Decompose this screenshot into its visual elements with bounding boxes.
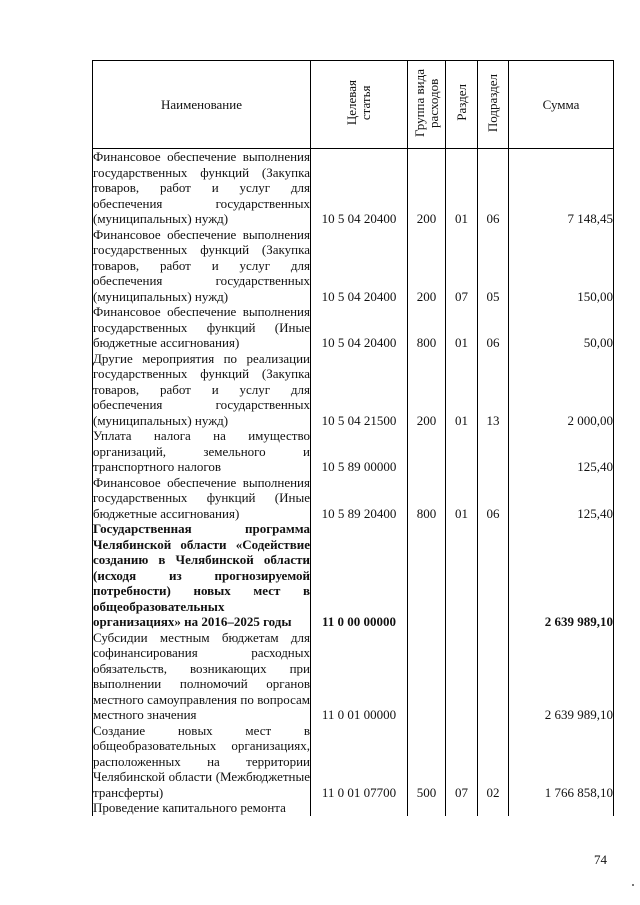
table-row — [93, 475, 614, 522]
row-sum: 2 639 989,10 — [509, 630, 614, 723]
row-sum: 125,40 — [509, 428, 614, 475]
scan-mark — [632, 884, 634, 886]
header-name: Наименование — [93, 61, 311, 149]
row-sum: 125,40 — [509, 475, 614, 522]
table-row — [93, 630, 614, 723]
row-subsection — [478, 521, 509, 630]
row-expense-group: 500 — [408, 723, 446, 801]
row-section — [446, 521, 478, 630]
row-expense-group: 200 — [408, 149, 446, 227]
row-expense-group: 800 — [408, 304, 446, 351]
table-row — [93, 304, 614, 351]
header-target-label: Целевая статья — [344, 80, 373, 126]
row-target-article: 10 5 04 20400 — [311, 227, 408, 305]
table-row — [93, 800, 614, 816]
row-name: Финансовое обеспечение выполнения государственных функций (Закупка товаров, работ и услуг для обеспечения государственных (муниципальных) нужд) — [93, 149, 310, 226]
row-name: Уплата налога на имущество организаций, земельного и транспортного налогов — [93, 428, 310, 474]
row-subsection: 05 — [478, 227, 509, 305]
header-target-article — [311, 61, 408, 149]
row-subsection: 06 — [478, 304, 509, 351]
row-sum: 2 000,00 — [509, 351, 614, 429]
row-sum: 1 766 858,10 — [509, 723, 614, 801]
row-subsection: 06 — [478, 475, 509, 522]
row-section: 01 — [446, 351, 478, 429]
row-section: 07 — [446, 723, 478, 801]
row-expense-group — [408, 428, 446, 475]
table-row — [93, 428, 614, 475]
header-group-label: Группа вида расходов — [411, 68, 441, 137]
row-expense-group — [408, 630, 446, 723]
row-section: 01 — [446, 475, 478, 522]
header-section — [446, 61, 478, 149]
row-target-article: 10 5 04 21500 — [311, 351, 408, 429]
row-expense-group: 200 — [408, 351, 446, 429]
table-row — [93, 351, 614, 429]
row-subsection: 06 — [478, 149, 509, 227]
row-target-article: 10 5 04 20400 — [311, 304, 408, 351]
header-expense-group — [408, 61, 446, 149]
header-subsection-label: Подраздел — [485, 73, 500, 132]
row-target-article: 10 5 04 20400 — [311, 149, 408, 227]
row-name: Государственная программа Челябинской области «Содействие созданию в Челябинской области (исходя из прогнозируемой потребности) новых мест в общеобразовательных организациях» на 2016–2025 годы — [93, 521, 310, 629]
table-body — [93, 149, 614, 816]
header-sum: Сумма — [509, 61, 614, 149]
header-section-label: Раздел — [453, 84, 469, 122]
table-row — [93, 723, 614, 801]
row-name: Другие мероприятия по реализации государственных функций (Закупка товаров, работ и услуг для обеспечения государственных (муниципальных) нужд) — [93, 350, 310, 428]
row-sum: 50,00 — [509, 304, 614, 351]
row-sum: 7 148,45 — [509, 149, 614, 227]
budget-table — [92, 60, 614, 816]
row-expense-group: 800 — [408, 475, 446, 522]
row-expense-group — [408, 521, 446, 630]
row-subsection — [478, 800, 509, 816]
row-expense-group: 200 — [408, 227, 446, 305]
row-sum: 2 639 989,10 — [509, 521, 614, 630]
row-section: 07 — [446, 227, 478, 305]
row-name: Финансовое обеспечение выполнения государственных функций (Закупка товаров, работ и услуг для обеспечения государственных (муниципальных) нужд) — [93, 226, 310, 304]
header-subsection — [478, 61, 509, 149]
table-row — [93, 149, 614, 227]
row-section: 01 — [446, 304, 478, 351]
table-header-row — [93, 61, 614, 149]
row-target-article: 10 5 89 00000 — [311, 428, 408, 475]
row-name: Проведение капитального ремонта — [93, 800, 311, 816]
table-row — [93, 227, 614, 305]
row-subsection: 02 — [478, 723, 509, 801]
row-name: Субсидии местным бюджетам для софинансирования расходных обязательств, возникающих при выполнении полномочий органов местного самоуправления по вопросам местного значения — [93, 629, 310, 722]
row-sum: 150,00 — [509, 227, 614, 305]
row-section: 01 — [446, 149, 478, 227]
row-name: Создание новых мест в общеобразовательных организациях, расположенных на территории Челябинской области (Межбюджетные трансферты) — [93, 722, 310, 800]
row-section — [446, 428, 478, 475]
row-name: Финансовое обеспечение выполнения государственных функций (Иные бюджетные ассигнования) — [93, 474, 310, 521]
row-sum — [509, 800, 614, 816]
row-target-article: 11 0 01 07700 — [311, 723, 408, 801]
row-target-article — [311, 800, 408, 816]
row-target-article: 11 0 01 00000 — [311, 630, 408, 723]
row-section — [446, 630, 478, 723]
row-subsection — [478, 630, 509, 723]
row-subsection: 13 — [478, 351, 509, 429]
row-expense-group — [408, 800, 446, 816]
table-row — [93, 521, 614, 630]
row-section — [446, 800, 478, 816]
page-number: 74 — [594, 852, 607, 867]
row-subsection — [478, 428, 509, 475]
row-target-article: 10 5 89 20400 — [311, 475, 408, 522]
row-name: Финансовое обеспечение выполнения государственных функций (Иные бюджетные ассигнования) — [93, 304, 310, 350]
row-target-article: 11 0 00 00000 — [311, 521, 408, 630]
